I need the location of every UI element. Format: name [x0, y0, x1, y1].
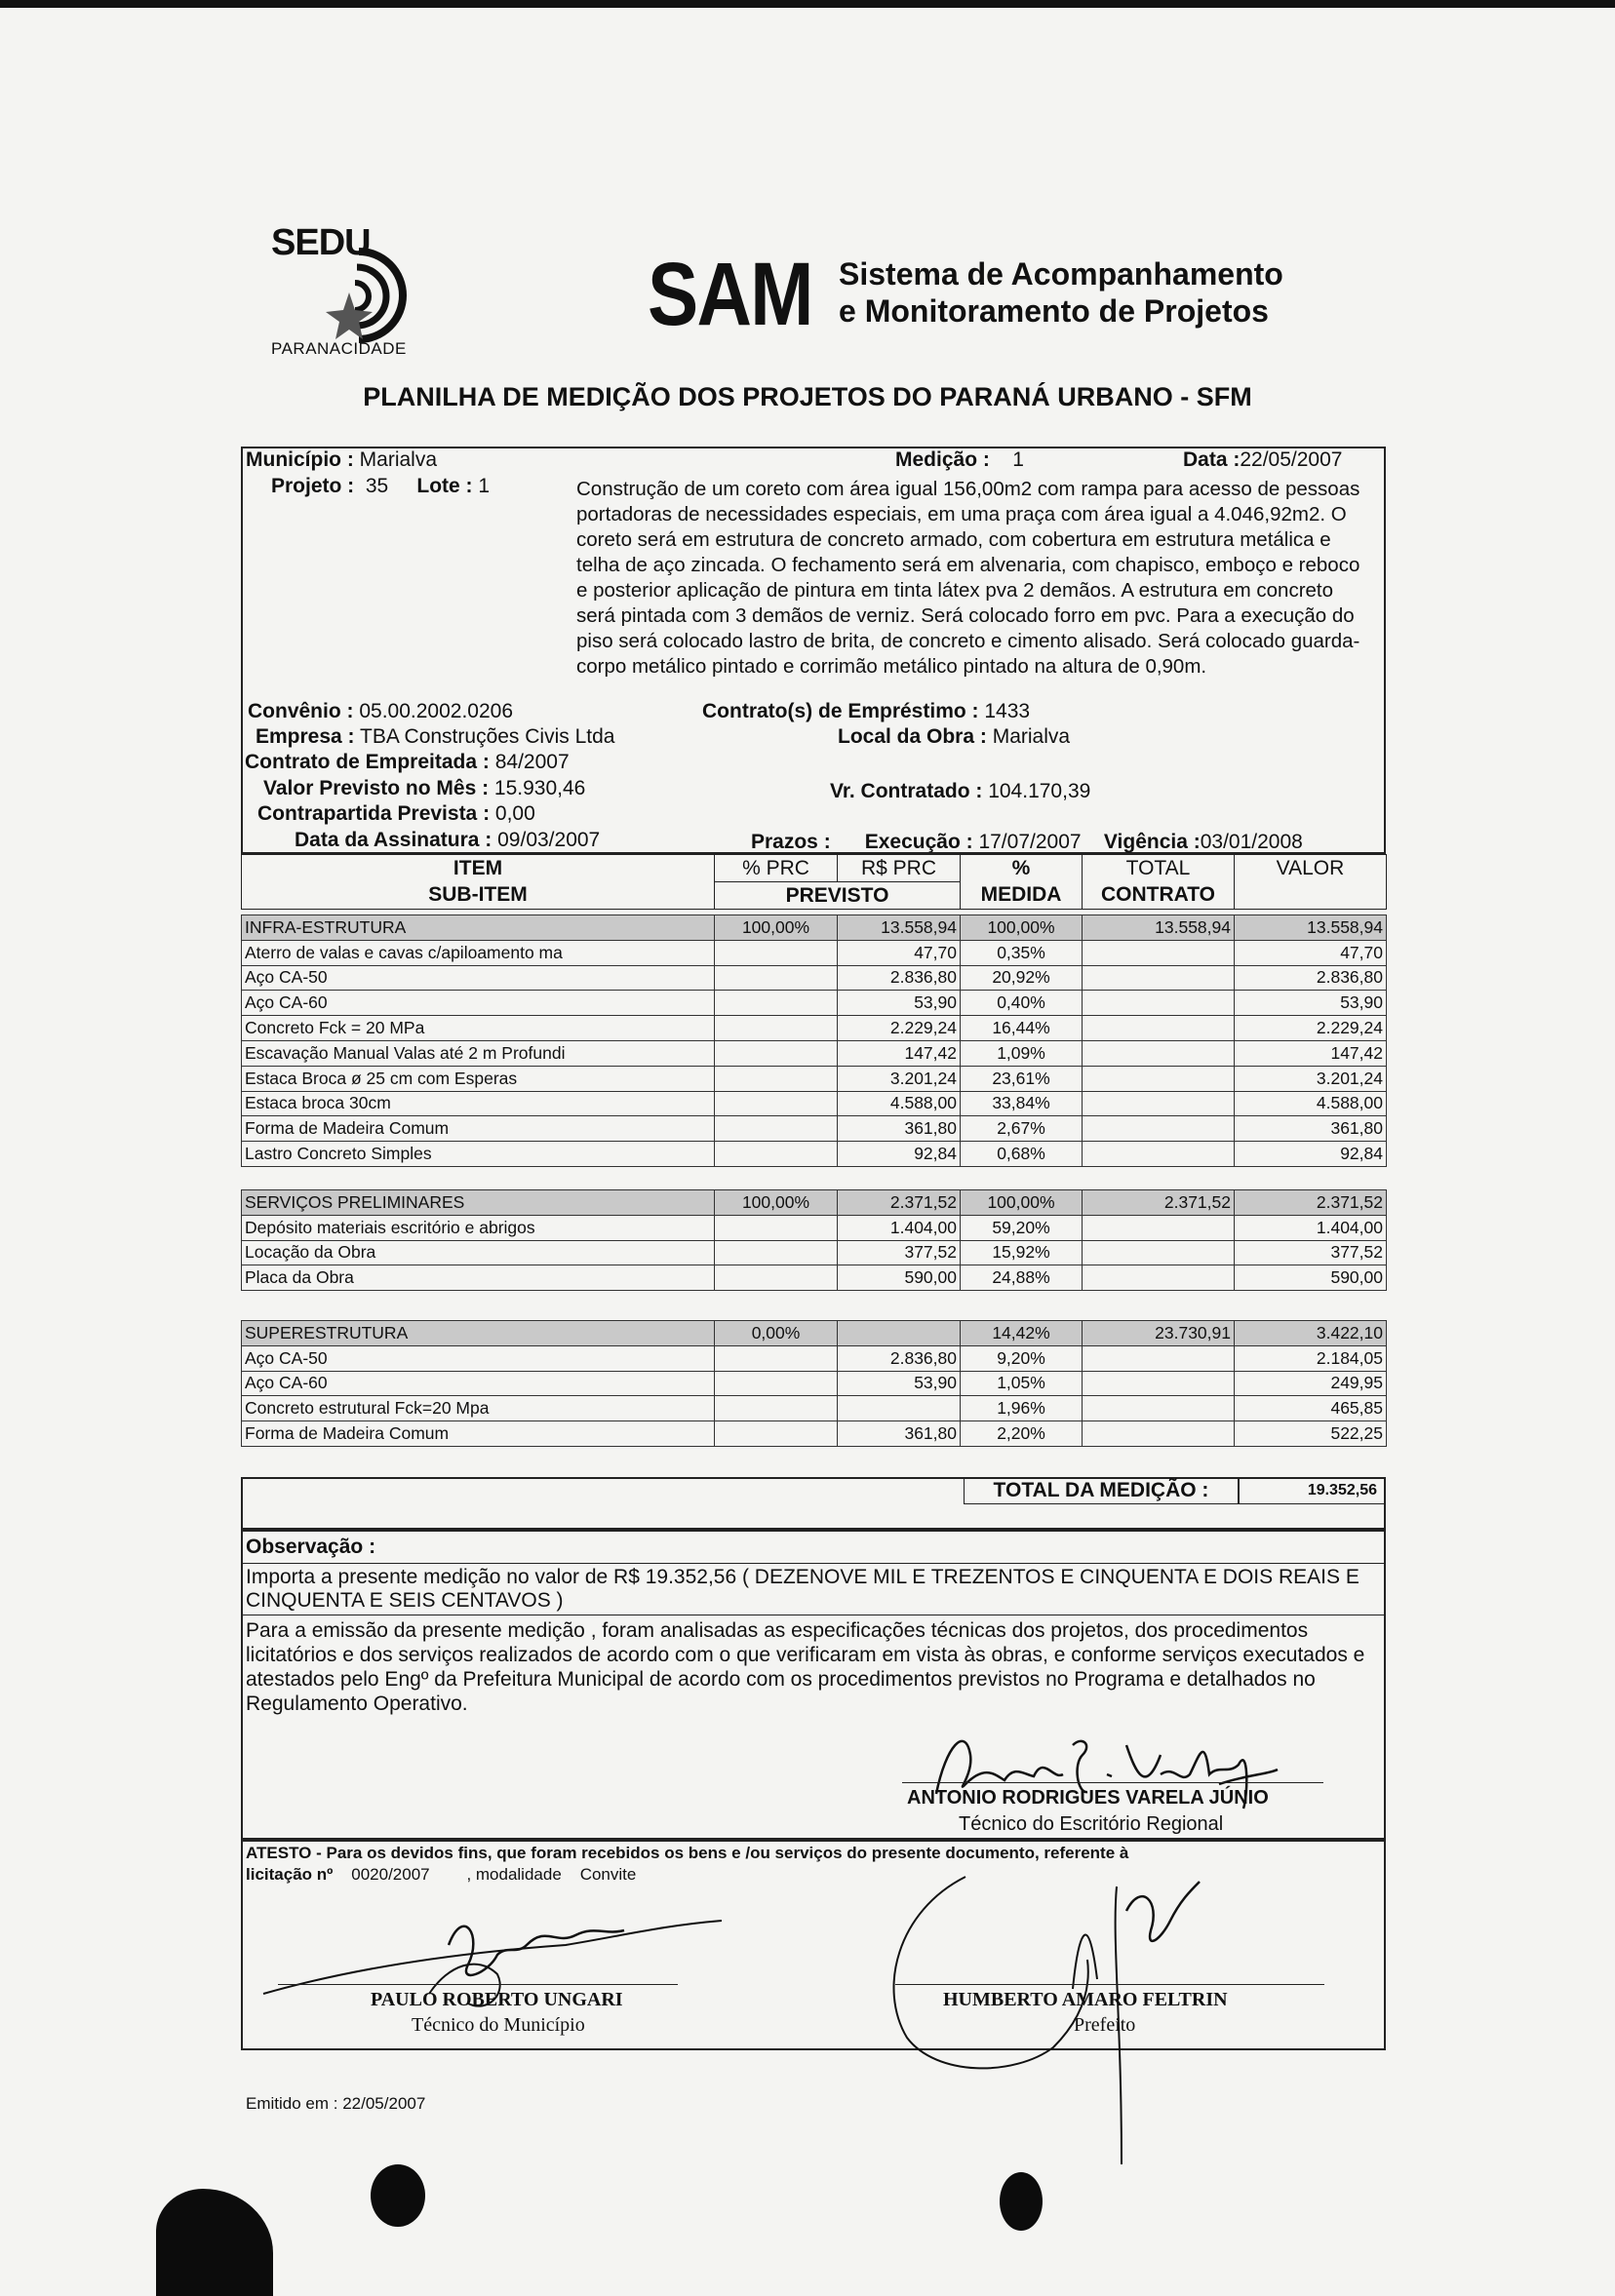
table-cell: 92,84: [838, 1142, 961, 1167]
table-cell: 522,25: [1235, 1421, 1387, 1447]
table-cell: [1083, 940, 1235, 965]
sam-acronym: SAM: [648, 245, 812, 344]
table-cell: 147,42: [1235, 1040, 1387, 1066]
table-cell: 1.404,00: [838, 1215, 961, 1240]
table-cell: 1,05%: [961, 1371, 1083, 1396]
table-cell: 24,88%: [961, 1265, 1083, 1291]
table-cell: 0,40%: [961, 991, 1083, 1016]
amount-in-words: Importa a presente medição no valor de R$ 19.352,56 ( DEZENOVE MIL E TREZENTOS E CINQUENTA E DOIS REAIS E CINQUENTA E SEIS CENTAVOS ): [246, 1566, 1359, 1612]
table-cell: 2.371,52: [1235, 1190, 1387, 1216]
divider: [241, 1563, 1386, 1564]
projeto-field: Projeto : 35 Lote : 1: [271, 475, 491, 497]
table-cell: Aço CA-50: [242, 965, 715, 991]
local-field: Local da Obra : Marialva: [838, 725, 1071, 748]
municipio-role: Técnico do Município: [412, 2014, 585, 2036]
table-cell: [715, 1142, 838, 1167]
table-row: [242, 1040, 1387, 1066]
table-cell: 2.229,24: [838, 1016, 961, 1041]
table-cell: Aço CA-60: [242, 1371, 715, 1396]
table-cell: Escavação Manual Valas até 2 m Profundi: [242, 1040, 715, 1066]
scan-blot: [371, 2164, 425, 2227]
table-cell: 33,84%: [961, 1091, 1083, 1116]
municipio-field: Município : Marialva: [246, 448, 438, 471]
table-cell: [715, 1396, 838, 1421]
table-cell: [715, 1091, 838, 1116]
table-cell: [1083, 1142, 1235, 1167]
table-cell: 0,68%: [961, 1142, 1083, 1167]
table-cell: Lastro Concreto Simples: [242, 1142, 715, 1167]
col-valor-cont: [1235, 882, 1387, 910]
table-cell: [715, 1066, 838, 1091]
table-cell: Locação da Obra: [242, 1240, 715, 1265]
table-header: [241, 854, 1387, 910]
table-cell: 14,42%: [961, 1321, 1083, 1346]
table-cell: [1083, 1396, 1235, 1421]
table-cell: 361,80: [838, 1421, 961, 1447]
table-cell: 590,00: [838, 1265, 961, 1291]
contrapartida-field: Contrapartida Prevista : 0,00: [257, 802, 535, 825]
table-cell: 15,92%: [961, 1240, 1083, 1265]
project-description: Construção de um coreto com área igual 156,00m2 com rampa para acesso de pessoas portadoras de necessidades especiais, em uma praça com área igual a 4.046,92m2. O coreto será em estrutura de concreto armado, com cobertura em estrutura metálica e telha de aço zincada. O fechamento será em alvenaria, com chapisco, emboço e reboco e posterior aplicação de pintura em tinta látex pva 2 demãos. A estrutura em concreto será pintada com 3 demãos de verniz. Será colocado forro em pvc. Para a execução do piso será colocado lastro de brita, de concreto e cimento alisado. Será colocado guarda-corpo metálico pintado e corrimão metálico pintado na altura de 0,90m.: [576, 478, 1360, 678]
table-cell: 53,90: [838, 1371, 961, 1396]
table-cell: Forma de Madeira Comum: [242, 1421, 715, 1447]
logo-subtext: PARANACIDADE: [271, 339, 407, 358]
measurement-group-table: [241, 915, 1387, 1167]
table-cell: [1083, 1215, 1235, 1240]
data-field: Data :22/05/2007: [1183, 448, 1343, 471]
table-cell: 20,92%: [961, 965, 1083, 991]
table-row: [242, 940, 1387, 965]
table-cell: [1083, 1040, 1235, 1066]
valor-mes-field: Valor Previsto no Mês : 15.930,46: [263, 777, 586, 799]
table-cell: 377,52: [838, 1240, 961, 1265]
signature-line: [895, 1984, 1324, 1985]
table-cell: 2.184,05: [1235, 1345, 1387, 1371]
table-cell: Depósito materiais escritório e abrigos: [242, 1215, 715, 1240]
emprestimo-field: Contrato(s) de Empréstimo : 1433: [702, 700, 1031, 722]
table-cell: INFRA-ESTRUTURA: [242, 915, 715, 941]
table-cell: 1,96%: [961, 1396, 1083, 1421]
table-cell: Placa da Obra: [242, 1265, 715, 1291]
vr-contratado-field: Vr. Contratado : 104.170,39: [830, 780, 1091, 802]
observation-paragraph: Para a emissão da presente medição , foram analisadas as especificações técnicas dos projetos, dos procedimentos licitatórios e dos serviços realizados de acordo com o que verificaram em vista às obras, e conforme serviços executados e atestados pelo Engº da Prefeitura Municipal de acordo com os procedimentos previstos no Programa e detalhados no Regulamento Operativo.: [246, 1619, 1365, 1715]
table-cell: [715, 1116, 838, 1142]
table-row: [242, 1345, 1387, 1371]
table-row: [242, 1265, 1387, 1291]
table-cell: 100,00%: [715, 915, 838, 941]
measurement-group-table: [241, 1189, 1387, 1291]
table-cell: [1083, 1345, 1235, 1371]
table-cell: 2.371,52: [838, 1190, 961, 1216]
table-cell: [715, 940, 838, 965]
col-medida: MEDIDA: [961, 882, 1083, 910]
table-cell: 3.201,24: [838, 1066, 961, 1091]
table-cell: [1083, 965, 1235, 991]
table-cell: 53,90: [1235, 991, 1387, 1016]
table-cell: SUPERESTRUTURA: [242, 1321, 715, 1346]
table-cell: 47,70: [1235, 940, 1387, 965]
group-row: [242, 1321, 1387, 1346]
table-cell: Aço CA-50: [242, 1345, 715, 1371]
table-cell: 249,95: [1235, 1371, 1387, 1396]
table-cell: [715, 965, 838, 991]
col-contrato: CONTRATO: [1083, 882, 1235, 910]
table-cell: Concreto estrutural Fck=20 Mpa: [242, 1396, 715, 1421]
table-cell: 361,80: [1235, 1116, 1387, 1142]
table-cell: 13.558,94: [838, 915, 961, 941]
table-cell: 53,90: [838, 991, 961, 1016]
atesto-text: ATESTO - Para os devidos fins, que foram recebidos os bens e /ou serviços do presente documento, referente à licitação nº 0020/2007 , modalidade Convite: [246, 1844, 1129, 1884]
col-subitem: SUB-ITEM: [242, 882, 715, 910]
table-cell: 2.836,80: [1235, 965, 1387, 991]
table-row: [242, 1066, 1387, 1091]
table-row: [242, 1142, 1387, 1167]
table-cell: 13.558,94: [1235, 915, 1387, 941]
group-row: [242, 1190, 1387, 1216]
table-cell: [838, 1396, 961, 1421]
table-cell: [1083, 1240, 1235, 1265]
logo-star-icon: [320, 244, 417, 351]
table-cell: [1083, 1016, 1235, 1041]
table-cell: 3.201,24: [1235, 1066, 1387, 1091]
table-cell: [1083, 991, 1235, 1016]
table-cell: Forma de Madeira Comum: [242, 1116, 715, 1142]
table-cell: 23.730,91: [1083, 1321, 1235, 1346]
col-previsto: PREVISTO: [715, 882, 961, 910]
table-cell: [715, 1215, 838, 1240]
scan-blot: [156, 2189, 273, 2296]
table-cell: 465,85: [1235, 1396, 1387, 1421]
table-cell: [1083, 1265, 1235, 1291]
measurement-group-table: [241, 1320, 1387, 1447]
table-cell: [715, 1371, 838, 1396]
table-cell: [1083, 1421, 1235, 1447]
total-value: 19.352,56: [1239, 1477, 1386, 1504]
table-cell: Estaca broca 30cm: [242, 1091, 715, 1116]
table-cell: 0,35%: [961, 940, 1083, 965]
system-name-line1: Sistema de Acompanhamento: [839, 256, 1283, 292]
table-row: [242, 1421, 1387, 1447]
observation-label: Observação :: [246, 1536, 376, 1558]
table-cell: 16,44%: [961, 1016, 1083, 1041]
table-cell: 2,67%: [961, 1116, 1083, 1142]
table-cell: 9,20%: [961, 1345, 1083, 1371]
municipio-name: PAULO ROBERTO UNGARI: [371, 1989, 623, 2010]
group-row: [242, 915, 1387, 941]
table-row: [242, 1240, 1387, 1265]
table-cell: 2.371,52: [1083, 1190, 1235, 1216]
prefeito-name: HUMBERTO AMARO FELTRIN: [943, 1989, 1228, 2010]
table-cell: 147,42: [838, 1040, 961, 1066]
table-cell: [1083, 1091, 1235, 1116]
table-cell: [1083, 1371, 1235, 1396]
table-cell: [715, 1421, 838, 1447]
table-row: [242, 965, 1387, 991]
table-row: [242, 1116, 1387, 1142]
table-cell: 377,52: [1235, 1240, 1387, 1265]
col-pct-prc: % PRC: [715, 855, 838, 882]
scan-border: [0, 0, 1615, 8]
table-row: [242, 1215, 1387, 1240]
signature-line: [278, 1984, 678, 1985]
table-cell: [715, 1040, 838, 1066]
table-cell: Aço CA-60: [242, 991, 715, 1016]
col-item: ITEM: [242, 855, 715, 882]
table-cell: 3.422,10: [1235, 1321, 1387, 1346]
system-name: [839, 255, 1283, 330]
table-cell: 2,20%: [961, 1421, 1083, 1447]
table-cell: [715, 1265, 838, 1291]
system-name-line2: e Monitoramento de Projetos: [839, 293, 1269, 329]
table-cell: 2.836,80: [838, 965, 961, 991]
table-cell: 590,00: [1235, 1265, 1387, 1291]
table-cell: 100,00%: [715, 1190, 838, 1216]
table-row: [242, 1091, 1387, 1116]
prefeito-role: Prefeito: [1074, 2014, 1136, 2036]
table-cell: 23,61%: [961, 1066, 1083, 1091]
prazos-field: Prazos : Execução : 17/07/2007 Vigência :03/01/2008: [751, 831, 1303, 853]
convenio-field: Convênio : 05.00.2002.0206: [248, 700, 513, 722]
table-cell: [715, 991, 838, 1016]
table-row: [242, 1016, 1387, 1041]
table-cell: 361,80: [838, 1116, 961, 1142]
table-cell: 1,09%: [961, 1040, 1083, 1066]
table-cell: [1083, 1066, 1235, 1091]
logo-text: SEDU: [271, 222, 371, 263]
page-title: PLANILHA DE MEDIÇÃO DOS PROJETOS DO PARANÁ URBANO - SFM: [363, 382, 1252, 411]
table-cell: 100,00%: [961, 1190, 1083, 1216]
empreitada-field: Contrato de Empreitada : 84/2007: [245, 751, 570, 773]
table-cell: 59,20%: [961, 1215, 1083, 1240]
table-cell: 47,70: [838, 940, 961, 965]
regional-name: ANTONIO RODRIGUES VARELA JÚNIO: [907, 1787, 1269, 1809]
medicao-field: Medição : 1: [895, 448, 1024, 471]
signature-line: [902, 1782, 1323, 1783]
regional-role: Técnico do Escritório Regional: [959, 1813, 1224, 1835]
table-cell: 4.588,00: [1235, 1091, 1387, 1116]
sedu-logo: [271, 222, 447, 369]
col-total: TOTAL: [1083, 855, 1235, 882]
table-cell: SERVIÇOS PRELIMINARES: [242, 1190, 715, 1216]
table-cell: [715, 1240, 838, 1265]
table-row: [242, 1396, 1387, 1421]
emitido-field: Emitido em : 22/05/2007: [246, 2094, 426, 2113]
total-label: TOTAL DA MEDIÇÃO :: [964, 1477, 1239, 1504]
table-cell: Estaca Broca ø 25 cm com Esperas: [242, 1066, 715, 1091]
table-cell: [1083, 1116, 1235, 1142]
table-row: [242, 1371, 1387, 1396]
table-row: [242, 991, 1387, 1016]
table-cell: Aterro de valas e cavas c/apiloamento ma: [242, 940, 715, 965]
table-cell: 13.558,94: [1083, 915, 1235, 941]
col-valor: VALOR: [1235, 855, 1387, 882]
table-cell: [838, 1321, 961, 1346]
empresa-field: Empresa : TBA Construções Civis Ltda: [256, 725, 615, 748]
table-cell: 0,00%: [715, 1321, 838, 1346]
table-cell: 100,00%: [961, 915, 1083, 941]
table-cell: 2.229,24: [1235, 1016, 1387, 1041]
col-rs-prc: R$ PRC: [838, 855, 961, 882]
table-cell: [715, 1016, 838, 1041]
col-pct: %: [961, 855, 1083, 882]
table-cell: Concreto Fck = 20 MPa: [242, 1016, 715, 1041]
assinatura-field: Data da Assinatura : 09/03/2007: [295, 829, 601, 851]
table-cell: 92,84: [1235, 1142, 1387, 1167]
table-cell: 4.588,00: [838, 1091, 961, 1116]
table-cell: 2.836,80: [838, 1345, 961, 1371]
scan-blot: [1000, 2172, 1043, 2231]
table-cell: 1.404,00: [1235, 1215, 1387, 1240]
table-cell: [715, 1345, 838, 1371]
